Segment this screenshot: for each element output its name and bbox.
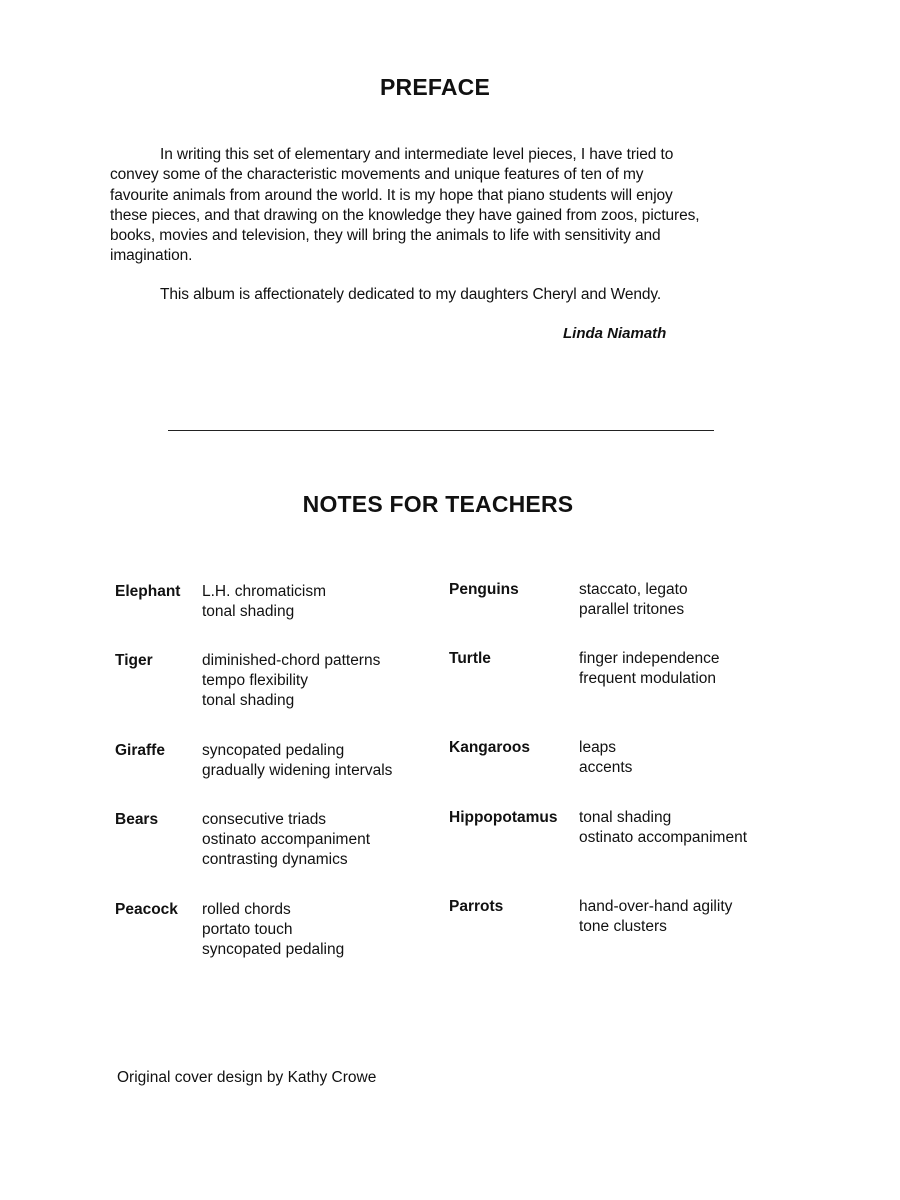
animal-name: Penguins [449, 581, 519, 598]
animal-name: Elephant [115, 583, 181, 600]
preface-line: books, movies and television, they will bring the animals to life with sensitivity and [110, 227, 661, 245]
feature-item: parallel tritones [579, 601, 685, 619]
feature-item: tonal shading [202, 603, 295, 621]
animal-name: Hippopotamus [449, 809, 558, 826]
animal-features [579, 738, 632, 778]
feature-item: tempo flexibility [202, 672, 308, 690]
feature-item: consecutive triads [202, 811, 327, 828]
animal-name: Giraffe [115, 742, 165, 759]
animal-name: Bears [115, 811, 159, 828]
animal-features [579, 897, 732, 937]
feature-item: L.H. chromaticism [202, 583, 327, 600]
preface-line: these pieces, and that drawing on the knowledge they have gained from zoos, pictures, [110, 206, 700, 224]
preface-title: PREFACE [379, 74, 491, 100]
dedication [110, 285, 770, 305]
feature-item: ostinato accompaniment [202, 831, 371, 849]
feature-item: contrasting dynamics [202, 851, 348, 869]
feature-item: tonal shading [579, 809, 672, 826]
cover-credit: Original cover design by Kathy Crowe [117, 1069, 377, 1086]
feature-item: finger independence [579, 650, 720, 667]
feature-item: rolled chords [202, 901, 291, 918]
preface-line: favourite animals from around the world. It is my hope that piano students will enjoy [110, 186, 673, 204]
animal-name: Kangaroos [449, 739, 530, 756]
feature-item: frequent modulation [579, 670, 717, 688]
preface-paragraph [110, 145, 770, 267]
preface-line: convey some of the characteristic movements and unique features of ten of my [110, 166, 644, 184]
animal-features [579, 580, 688, 620]
animal-features [202, 582, 326, 622]
feature-item: staccato, legato [579, 581, 688, 598]
feature-item: hand-over-hand agility [579, 898, 733, 915]
feature-item: diminished-chord patterns [202, 652, 381, 669]
author-signature: Linda Niamath [563, 325, 667, 342]
animal-features [202, 900, 344, 961]
animal-features [202, 810, 370, 871]
animal-name: Parrots [449, 898, 504, 915]
preface-line: imagination. [110, 247, 193, 265]
section-divider [168, 430, 714, 431]
feature-item: ostinato accompaniment [579, 829, 748, 847]
feature-item: syncopated pedaling [202, 941, 345, 959]
animal-features [579, 649, 719, 689]
animal-name: Turtle [449, 650, 491, 667]
animal-features [579, 808, 747, 848]
feature-item: syncopated pedaling [202, 742, 345, 759]
feature-item: tone clusters [579, 918, 667, 936]
animal-name: Tiger [115, 652, 153, 669]
feature-item: tonal shading [202, 692, 295, 710]
dedication-text: This album is affectionately dedicated to my daughters Cheryl and Wendy. [160, 286, 662, 303]
animal-name: Peacock [115, 901, 178, 918]
preface-line: In writing this set of elementary and intermediate level pieces, I have tried to [160, 146, 674, 163]
animal-features [202, 651, 380, 712]
feature-item: gradually widening intervals [202, 762, 393, 780]
feature-item: accents [579, 759, 633, 777]
feature-item: portato touch [202, 921, 293, 939]
feature-item: leaps [579, 739, 617, 756]
animal-features [202, 741, 392, 781]
notes-title: NOTES FOR TEACHERS [302, 491, 574, 517]
